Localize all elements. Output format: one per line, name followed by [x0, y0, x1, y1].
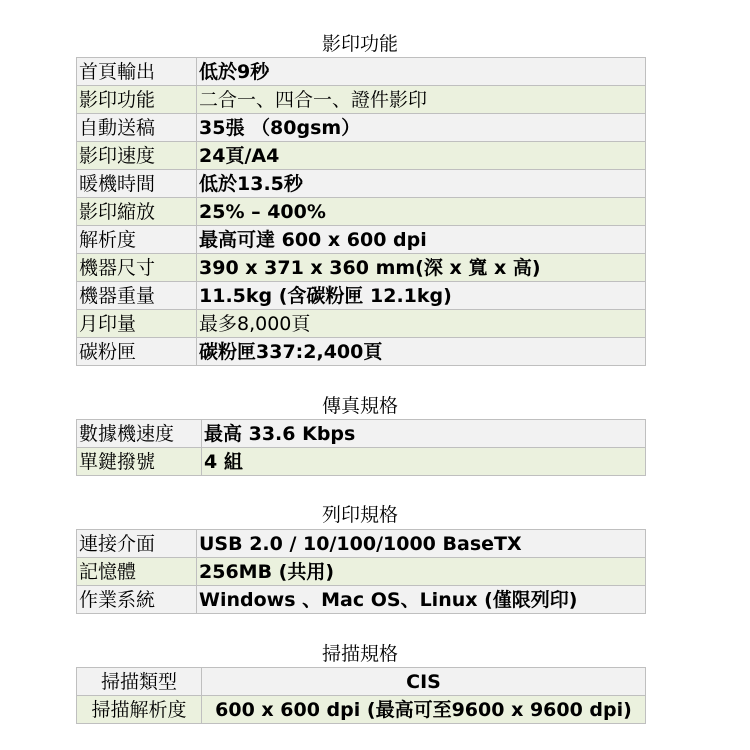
row-value: Windows 、Mac OS、Linux (僅限列印) [197, 586, 646, 614]
table-row [77, 310, 646, 338]
table-row [77, 282, 646, 310]
row-value: 碳粉匣337:2,400頁 [197, 338, 646, 366]
fax-spec-table [76, 419, 646, 476]
row-value: 600 x 600 dpi (最高可至9600 x 9600 dpi) [202, 696, 646, 724]
row-value: 390 x 371 x 360 mm(深 x 寬 x 高) [197, 254, 646, 282]
print-spec-table [76, 529, 646, 614]
table-row [77, 668, 646, 696]
row-value: 二合一、四合一、證件影印 [197, 86, 646, 114]
table-row [77, 114, 646, 142]
table-row [77, 58, 646, 86]
table-row [77, 586, 646, 614]
table-row [77, 338, 646, 366]
table-row [77, 86, 646, 114]
row-label: 暖機時間 [77, 170, 197, 198]
row-label: 數據機速度 [77, 420, 202, 448]
table-row [77, 142, 646, 170]
row-value: 25% – 400% [197, 198, 646, 226]
row-label: 影印功能 [77, 86, 197, 114]
scan-section-title: 掃描規格 [321, 643, 398, 665]
table-row [77, 448, 646, 476]
row-value: 256MB (共用) [197, 558, 646, 586]
table-row [77, 254, 646, 282]
row-label: 作業系統 [77, 586, 197, 614]
row-value: CIS [202, 668, 646, 696]
table-row [77, 696, 646, 724]
table-row [77, 558, 646, 586]
row-label: 記憶體 [77, 558, 197, 586]
row-value: 低於13.5秒 [197, 170, 646, 198]
fax-section-title: 傳真規格 [321, 395, 398, 417]
row-label: 連接介面 [77, 530, 197, 558]
print-section-title: 列印規格 [321, 504, 398, 526]
row-label: 單鍵撥號 [77, 448, 202, 476]
table-row [77, 170, 646, 198]
row-label: 掃描類型 [77, 668, 202, 696]
copy-section-title: 影印功能 [321, 33, 398, 55]
row-value: 24頁/A4 [197, 142, 646, 170]
table-row [77, 420, 646, 448]
row-value: 11.5kg (含碳粉匣 12.1kg) [197, 282, 646, 310]
row-label: 機器尺寸 [77, 254, 197, 282]
row-value: USB 2.0 / 10/100/1000 BaseTX [197, 530, 646, 558]
row-label: 首頁輸出 [77, 58, 197, 86]
row-label: 月印量 [77, 310, 197, 338]
row-label: 碳粉匣 [77, 338, 197, 366]
row-label: 掃描解析度 [77, 696, 202, 724]
row-label: 自動送稿 [77, 114, 197, 142]
row-label: 機器重量 [77, 282, 197, 310]
table-row [77, 226, 646, 254]
scan-spec-table [76, 667, 646, 724]
row-label: 影印速度 [77, 142, 197, 170]
row-value: 4 組 [202, 448, 646, 476]
row-value: 最高 33.6 Kbps [202, 420, 646, 448]
row-value: 最高可達 600 x 600 dpi [197, 226, 646, 254]
row-value: 最多8,000頁 [197, 310, 646, 338]
row-value: 35張 （80gsm） [197, 114, 646, 142]
copy-spec-table [76, 57, 646, 366]
row-label: 影印縮放 [77, 198, 197, 226]
row-value: 低於9秒 [197, 58, 646, 86]
row-label: 解析度 [77, 226, 197, 254]
table-row [77, 198, 646, 226]
table-row [77, 530, 646, 558]
